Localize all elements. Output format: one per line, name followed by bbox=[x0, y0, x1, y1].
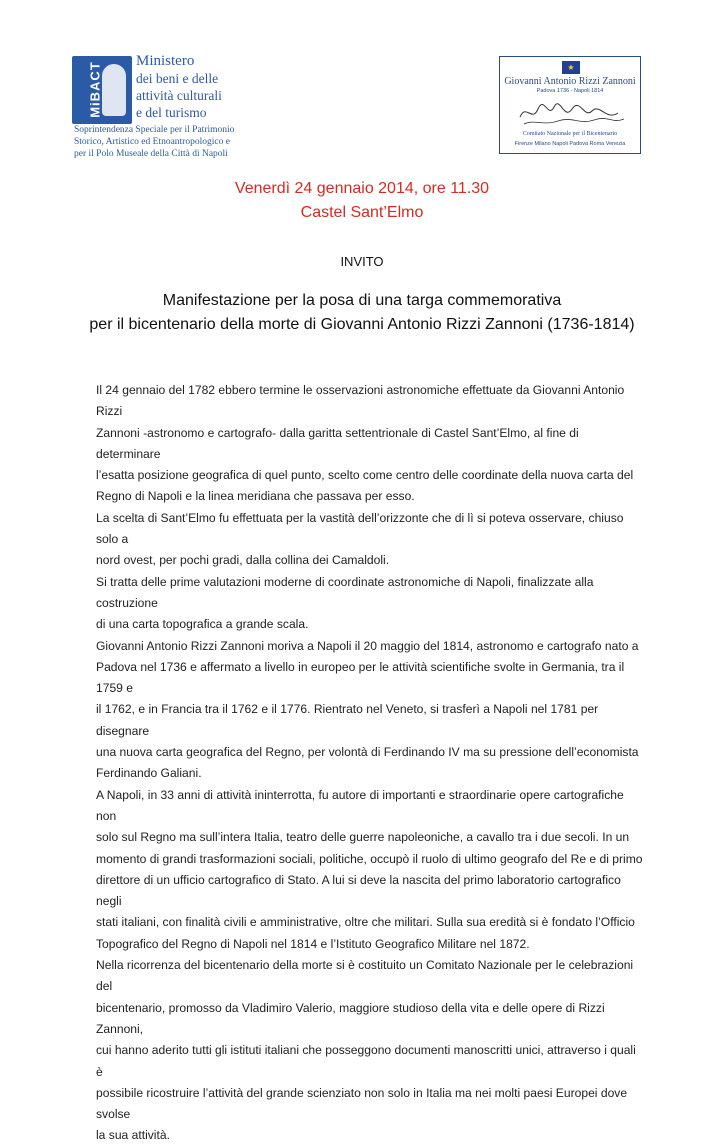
body-line: Nella ricorrenza del bicentenario della morte si è costituito un Comitato Nazionale per le celebrazioni del bbox=[96, 958, 634, 994]
body-line: Si tratta delle prime valutazioni moderne di coordinate astronomiche di Napoli, finalizzate alla costruzione bbox=[96, 574, 594, 610]
event-date: Venerdì 24 gennaio 2014, ore 11.30 bbox=[234, 180, 490, 197]
body-line: Ferdinando Galiani. bbox=[96, 766, 202, 781]
body-line: una nuova carta geografica del Regno, per volontà di Ferdinando IV ma su pressione dell’economista bbox=[96, 745, 639, 760]
body-line: il 1762, e in Francia tra il 1762 e il 1776. Rientrato nel Veneto, si trasferì a Napoli nel 1781 per disegnare bbox=[96, 702, 599, 738]
body-text bbox=[96, 380, 644, 1147]
body-line: l’esatta posizione geografica di quel punto, scelto come centro delle coordinate della nuova carta del bbox=[96, 468, 634, 483]
ministry-title: Ministero bbox=[136, 53, 195, 69]
body-line: Il 24 gennaio del 1782 ebbero termine le osservazioni astronomiche effettuate da Giovanni Antonio Rizzi bbox=[96, 383, 625, 419]
heading-line-1: Manifestazione per la posa di una targa commemorativa bbox=[162, 292, 562, 309]
ministry-subtitle-line: dei beni e delle bbox=[136, 71, 219, 86]
ministry-logo bbox=[72, 52, 372, 159]
body-line: stati italiani, con finalità civili e amministrative, oltre che militari. Sulla sua eredità si è fondato l’Officio bbox=[96, 915, 635, 930]
committee-logo-comitato: Comitato Nazionale per il Bicentenario bbox=[522, 131, 618, 137]
event-place: Castel Sant’Elmo bbox=[300, 204, 424, 221]
heading-line-2: per il bicentenario della morte di Giovanni Antonio Rizzi Zannoni (1736-1814) bbox=[89, 316, 635, 333]
body-line: momento di grandi trasformazioni sociali, politiche, occupò il ruolo di ultimo geografo del Re e di primo bbox=[96, 851, 643, 866]
soprintendenza-text bbox=[74, 124, 334, 160]
soprintendenza-line: per il Polo Museale della Città di Napoli bbox=[74, 149, 228, 159]
committee-logo-cities: Firenze Milano Napoli Padova Roma Venezia bbox=[514, 141, 626, 147]
body-line: possibile ricostruire l’attività del grande scienziato non solo in Italia ma nei molti paesi Europei dove svolse bbox=[96, 1085, 628, 1122]
body-line: Zannoni -astronomo e cartografo- dalla garitta settentrionale di Castel Sant’Elmo, al fine di determinare bbox=[96, 425, 579, 461]
soprintendenza-line: Storico, Artistico ed Etnoantropologico e bbox=[74, 137, 230, 147]
body-line: cui hanno aderito tutti gli istituti italiani che posseggono documenti manoscritti unici, attraverso i quali è bbox=[96, 1043, 636, 1079]
body-line: Topografico del Regno di Napoli nel 1814 e l’Istituto Geografico Militare nel 1872. bbox=[96, 936, 530, 951]
committee-logo-title: Giovanni Antonio Rizzi Zannoni bbox=[504, 76, 636, 87]
body-line: bicentenario, promosso da Vladimiro Valerio, maggiore studioso della vita e delle opere di Rizzi Zannoni, bbox=[96, 1000, 605, 1036]
mibact-emblem bbox=[72, 56, 132, 124]
body-line: Giovanni Antonio Rizzi Zannoni moriva a Napoli il 20 maggio del 1814, astronomo e cartografo nato a bbox=[96, 638, 639, 653]
invito-label: INVITO bbox=[340, 254, 384, 269]
body-line: la sua attività. bbox=[96, 1128, 170, 1143]
body-line: di una carta topografica a grande scala. bbox=[96, 617, 309, 632]
signature-icon bbox=[514, 97, 628, 127]
ministry-subtitle-line: attività culturali bbox=[136, 88, 222, 103]
soprintendenza-line: Soprintendenza Speciale per il Patrimonio bbox=[74, 125, 235, 135]
body-line: direttore di un ufficio cartografico di Stato. A lui si deve la nascita del primo laboratorio cartografico negli bbox=[96, 872, 621, 909]
ministry-subtitle bbox=[136, 70, 296, 121]
statue-icon bbox=[102, 64, 126, 116]
body-line: nord ovest, per pochi gradi, dalla collina dei Camaldoli. bbox=[96, 553, 390, 568]
body-line: La scelta di Sant’Elmo fu effettuata per la vastità dell’orizzonte che di lì si poteva osservare, chiuso solo a bbox=[96, 510, 624, 547]
ministry-subtitle-line: e del turismo bbox=[136, 105, 207, 120]
eu-flag-icon: ★ bbox=[562, 61, 580, 74]
body-line: Regno di Napoli e la linea meridiana che passava per esso. bbox=[96, 489, 415, 504]
mibact-acronym: MiBACT bbox=[87, 61, 103, 118]
body-line: Padova nel 1736 e affermato a livello in europeo per le attività scientifiche svolte in Germania, tra il 1759 e bbox=[96, 659, 625, 696]
body-line: A Napoli, in 33 anni di attività ininterrotta, fu autore di importanti e straordinarie opere cartografiche non bbox=[96, 787, 624, 823]
committee-logo-dates: Padova 1736 - Napoli 1814 bbox=[536, 88, 604, 94]
committee-logo bbox=[499, 56, 641, 154]
body-line: solo sul Regno ma sull’intera Italia, teatro delle guerre napoleoniche, a cavallo tra i due secoli. In un bbox=[96, 830, 630, 845]
